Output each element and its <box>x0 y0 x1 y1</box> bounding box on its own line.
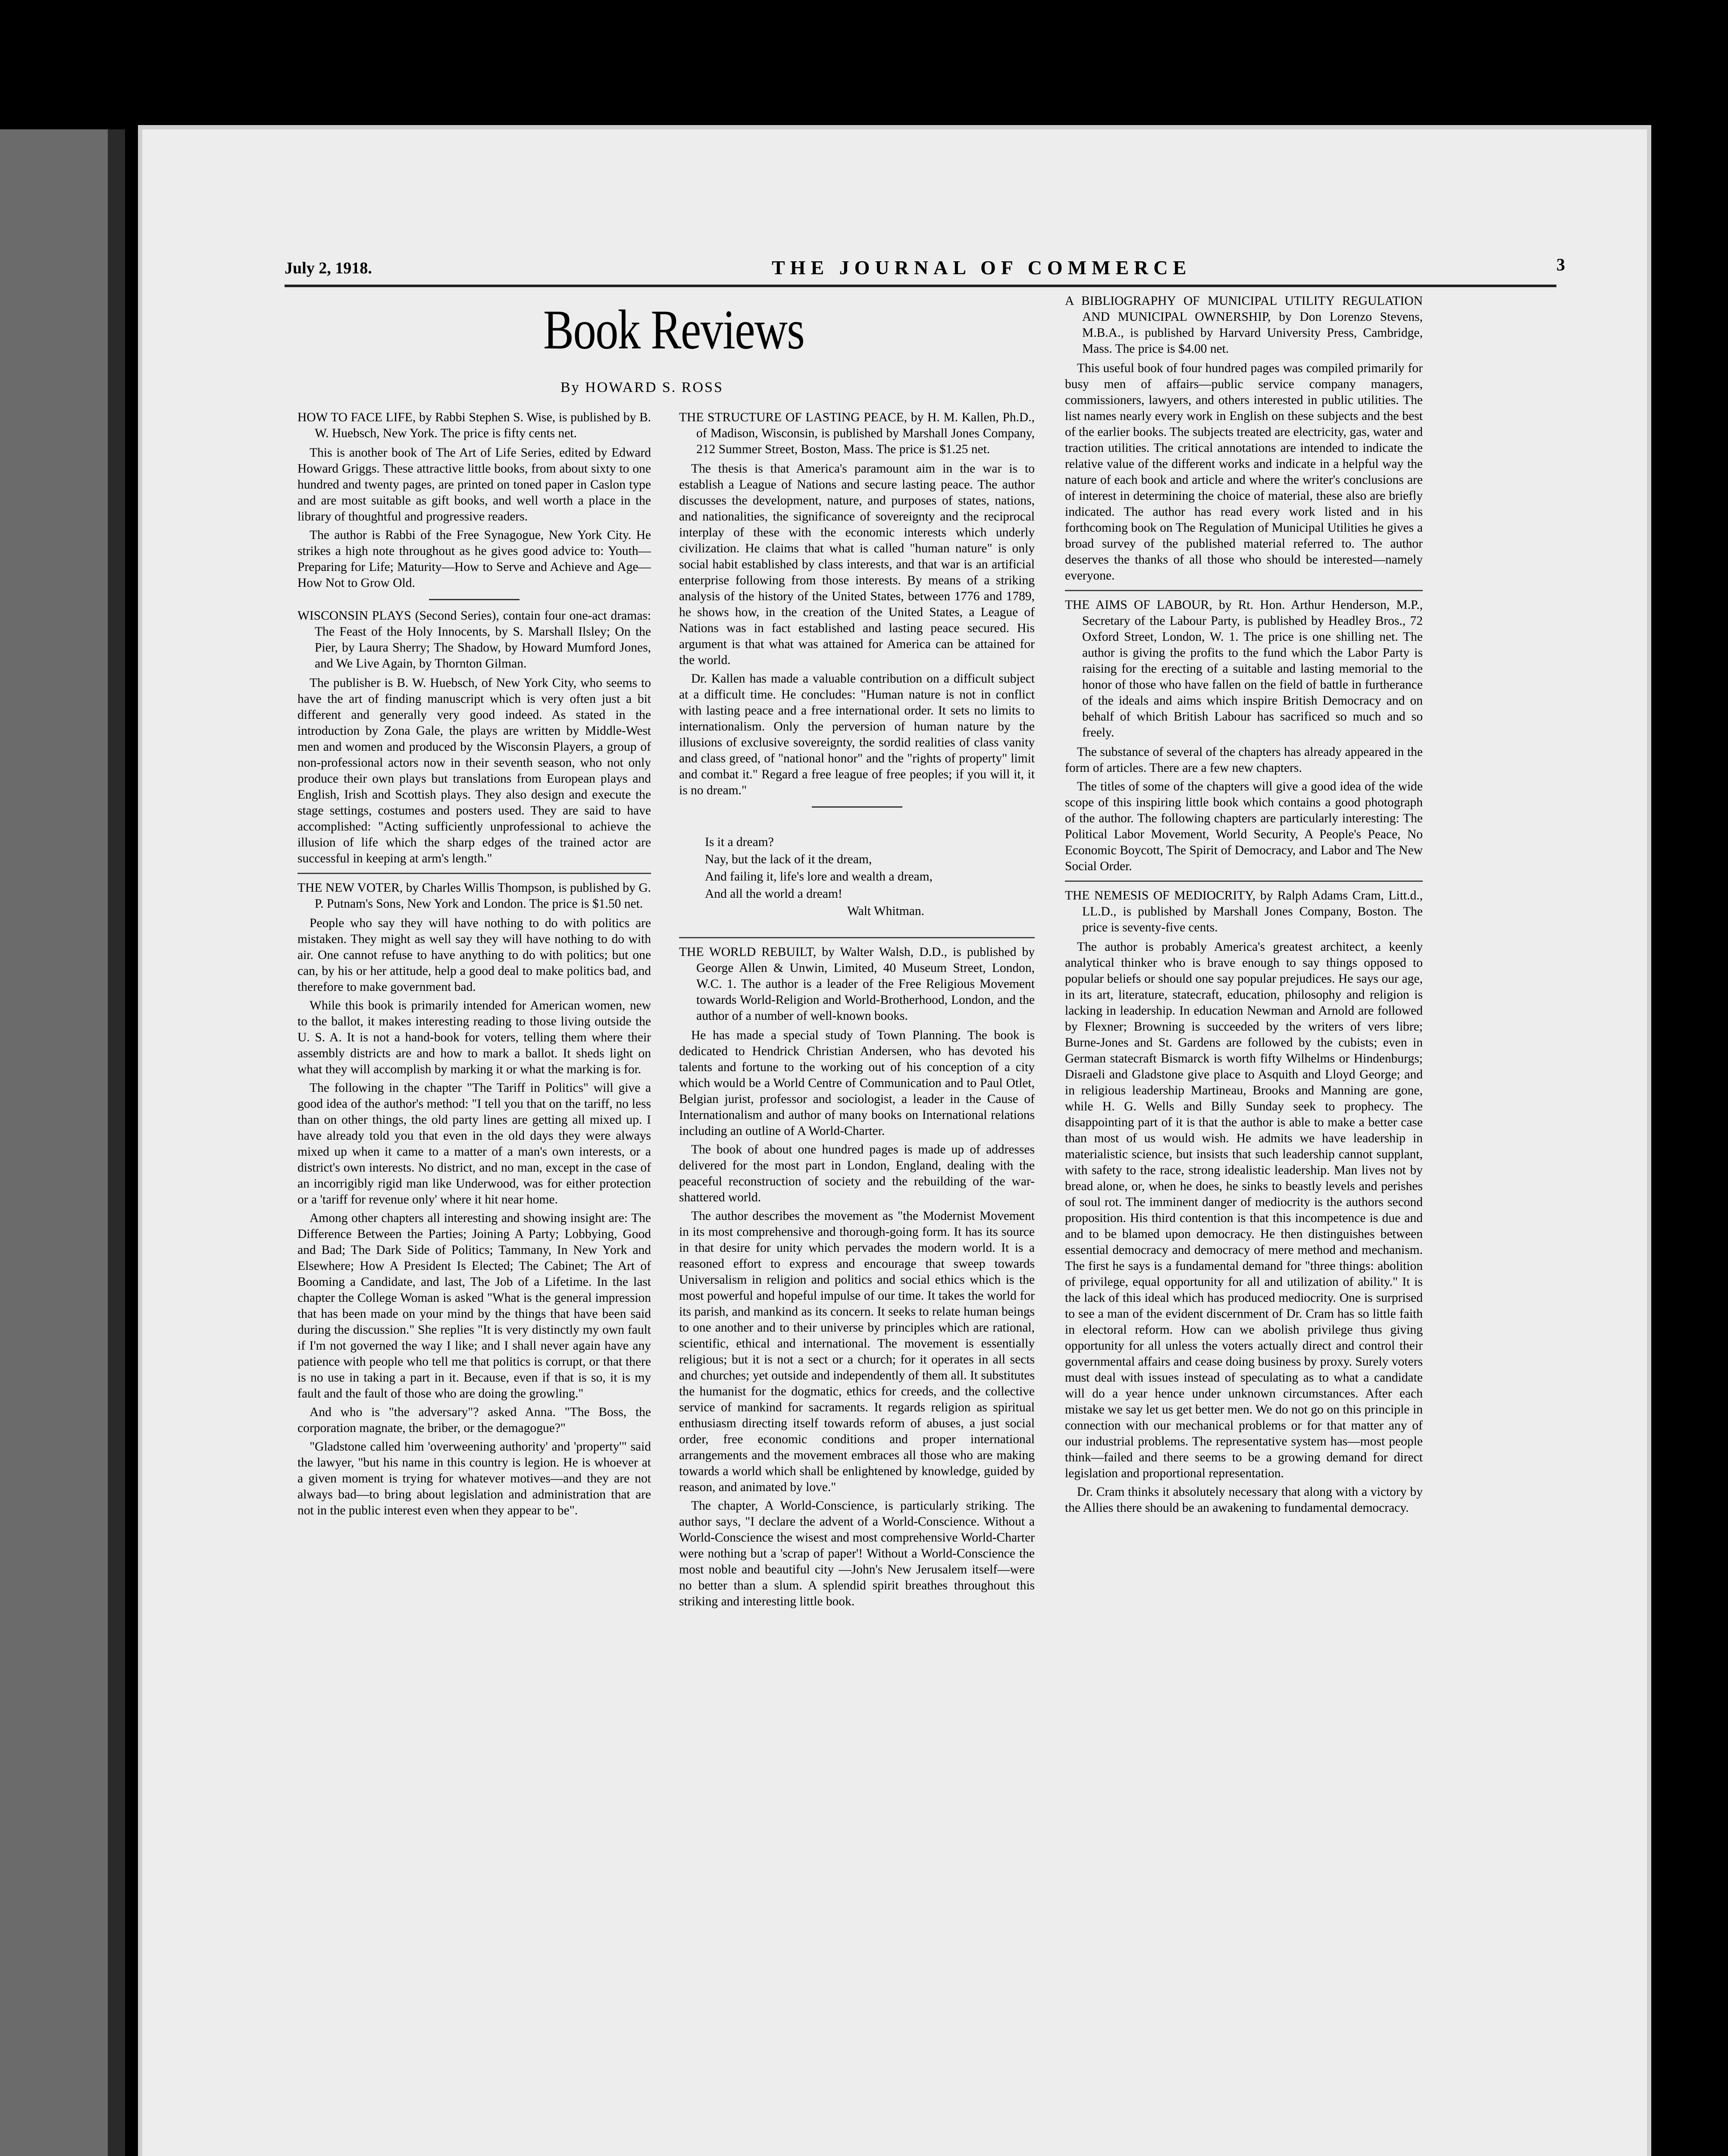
review-paragraph: Dr. Cram thinks it absolutely necessary that along with a victory by the Allies there should be an awakening to fundamental democracy. <box>1065 1485 1423 1515</box>
review-paragraph: And who is "the adversary"? asked Anna. "The Boss, the corporation magnate, the briber, or the demagogue?" <box>297 1405 651 1435</box>
review-paragraph: Among other chapters all interesting and showing insight are: The Difference Between the Parties; Joining A Party; Lobbying, Good and Bad; The Dark Side of Politics; Tammany, In New York and Elsewhere; How A President Is Elected; The Cabinet; The Art of Booming a Candidate, and last, The Job of a Lifetime. In the last chapter the College Woman is asked "What is the general impression that has been made on your mind by the things that have been said during the discussion." She replies "It is very distinctly my own fault if I'm not governed the way I like; and I shall never again have any patience with people who tell me that politics is corrupt, or that there is no use in taking a part in it. Because, even if that is so, it is my fault and the fault of those who are doing the growling." <box>297 1211 651 1401</box>
column-3 <box>1065 293 1423 1519</box>
newspaper-title: THE JOURNAL OF COMMERCE <box>772 257 1192 279</box>
review-paragraph: He has made a special study of Town Planning. The book is dedicated to Hendrick Christian Andersen, who has devoted his talents and fortune to the working out of his conception of a city which would be a World Centre of Communication and to Paul Otlet, Belgian jurist, professor and sociologist, a leader in the Cause of Internationalism and author of many books on International relations including an outline of A World-Charter. <box>679 1028 1035 1138</box>
divider <box>1065 590 1423 591</box>
poem-line: Is it a dream? <box>705 835 774 849</box>
review-paragraph: This is another book of The Art of Life Series, edited by Edward Howard Griggs. These attractive little books, from about sixty to one hundred and twenty pages, are printed on toned paper in Caslon type and are most suitable as gift books, and well worth a place in the library of thoughtful and progressive readers. <box>297 446 651 523</box>
review-paragraph: The substance of several of the chapters has already appeared in the form of articles. There are a few new chapters. <box>1065 745 1423 775</box>
review-paragraph: The following in the chapter "The Tariff in Politics" will give a good idea of the author's method: "I tell you that on the tariff, no less than on other things, the old party lines are getting all mixed up. I have already told you that even in the old days they were always mixed up when it came to a matter of a man's own interests, or a district's own interests. No district, and no man, except in the case of an incorrigibly rigid man like Underwood, was for either protection or a 'tariff for revenue only' where it hit near home. <box>297 1081 651 1206</box>
poem-line: And all the world a dream! <box>705 887 842 901</box>
divider <box>1065 881 1423 882</box>
review-paragraph: The author describes the movement as "the Modernist Movement in its most comprehensive and thorough-going form. It has its source in that desire for unity which pervades the modern world. It is a reasoned effort to express and encourage that sweep towards Universalism in religion and politics and social ethics which is the most powerful and hopeful impulse of our time. It takes the world for its parish, and mankind as its concern. It seeks to relate human beings to one another and to their universe by principles which are rational, scientific, ethical and international. The movement is essentially religious; but it is not a sect or a church; for it operates in all sects and churches; yet outside and independently of them all. It substitutes the humanist for the dogmatic, ethics for creeds, and the collective service of mankind for sacraments. It regards religion as spiritual enthusiasm directing itself towards reform of abuses, a just social order, free economic conditions and proper international arrangements and the movement embraces all those who are making towards a world which shall be enlightened by knowledge, guided by reason, and animated by love." <box>679 1209 1035 1494</box>
review-paragraph: This useful book of four hundred pages was compiled primarily for busy men of affairs—public service company managers, commissioners, lawyers, and others interested in public utilities. The list names nearly every work in English on these subjects and the best of the earlier books. The subjects treated are electricity, gas, water and traction utilities. The critical annotations are intended to indicate the relative value of the different works and indicate in a helpful way the nature of each book and article and where the writer's conclusions are of interest in determining the choice of material, these also are briefly indicated. The author has read every work listed and in his forthcoming book on The Regulation of Municipal Utilities he gives a broad survey of the published material referred to. The author deserves the thanks of all those who should be interested—namely everyone. <box>1065 361 1423 583</box>
byline: By HOWARD S. ROSS <box>560 379 723 395</box>
review-heading: THE STRUCTURE OF LASTING PEACE, by H. M. Kallen, Ph.D., of Madison, Wisconsin, is published by Marshall Jones Company, 212 Summer Street, Boston, Mass. The price is $1.25 net. <box>679 411 1035 456</box>
review-paragraph: Dr. Kallen has made a valuable contribution on a difficult subject at a difficult time. He concludes: "Human nature is not in conflict with lasting peace and a free international order. It sets no limits to internationalism. Only the perversion of human nature by the illusions of exclusive sovereignty, the sordid realities of class vanity and class greed, of "national honor" and the "rights of property" limit and combat it." Regard a free league of free peoples; if you will it, it is no dream." <box>679 672 1035 797</box>
section-title: Book Reviews <box>543 299 805 361</box>
poem-line: Nay, but the lack of it the dream, <box>705 852 872 866</box>
poem <box>705 834 1035 920</box>
review-paragraph: The chapter, A World-Conscience, is particularly striking. The author says, "I declare the advent of a World-Conscience. Without a World-Conscience the wisest and most comprehensive World-Charter were nothing but a 'scrap of paper'! Without a World-Conscience the most noble and beautiful city —John's New Jerusalem itself—were no better than a slum. A splendid spirit breathes throughout this striking and interesting little book. <box>679 1499 1035 1608</box>
review-heading: THE AIMS OF LABOUR, by Rt. Hon. Arthur Henderson, M.P., Secretary of the Labour Party, is published by Headley Bros., 72 Oxford Street, London, W. 1. The price is one shilling net. The author is giving the profits to the fund which the Labor Party is raising for the erecting of a suitable and lasting memorial to the honor of those who have fallen on the field of battle in furtherance of the ideals and aims which inspire British Democracy and on behalf of which British Labour has sacrificed so much and so freely. <box>1065 598 1423 740</box>
review-paragraph: The author is probably America's greatest architect, a keenly analytical thinker who is brave enough to say things opposed to popular beliefs or should one say popular prejudices. He says our age, in its art, literature, statecraft, education, philosophy and religion is lacking in leadership. In education Newman and Arnold are followed by Flexner; Browning is succeeded by the writers of vers libre; Burne-Jones and St. Gardens are followed by the cubists; even in German statecraft Bismarck is worth fifty Wilhelms or Hindenburgs; Disraeli and Gladstone give place to Asquith and Lloyd George; and in religious leadership Martineau, Brooks and Manning are gone, while H. G. Wells and Billy Sunday seek to prophecy. The disappointing part of it is that the author is able to make a better case than most of us would wish. He admits we have leadership in materialistic science, but insists that such leadership cannot supplant, with safety to the race, strong idealistic leadership. Man lives not by bread alone, or, when he does, he sinks to beastly levels and perishes of soul rot. The imminent danger of mediocrity is the authors second proposition. His third contention is that this incompetence is due and and to be blamed upon democracy. He then distinguishes between essential democracy and democracy of mere method and mechanism. The first he says is a fundamental demand for "three things: abolition of privilege, equal opportunity for all and utilization of ability." It is the lack of this ideal which has produced mediocrity. One is surprised to see a man of the evident discernment of Dr. Cram has so little faith in electoral reform. How can we abolish privilege thus giving opportunity for all unless the voters actually direct and control their governmental affairs and cease doing business by proxy. Surely voters must deal with issues instead of speculating as to what a candidate will do a year hence under unknown circumstances. After each mistake we say let us get better men. We do not go on this principle in connection with our mechanical problems or for that matter any of our industrial problems. The representative system has—most people think—failed and there seems to be a growing demand for direct legislation and proportional representation. <box>1065 940 1423 1480</box>
review-heading: THE NEMESIS OF MEDIOCRITY, by Ralph Adams Cram, Litt.d., LL.D., is published by Marshall Jones Company, Boston. The price is seventy-five cents. <box>1065 889 1423 934</box>
page-number: 3 <box>1556 255 1565 274</box>
divider <box>679 937 1035 938</box>
review-heading: A BIBLIOGRAPHY OF MUNICIPAL UTILITY REGULATION AND MUNICIPAL OWNERSHIP, by Don Lorenzo Stevens, M.B.A., is published by Harvard University Press, Cambridge, Mass. The price is $4.00 net. <box>1065 294 1423 356</box>
issue-date: July 2, 1918. <box>285 259 372 277</box>
column-2 <box>679 410 1035 1612</box>
masthead <box>285 255 1565 287</box>
review-paragraph: The book of about one hundred pages is made up of addresses delivered for the most part in London, England, dealing with the peaceful reconstruction of society and the rebuilding of the war-shattered world. <box>679 1143 1035 1204</box>
review-paragraph: The thesis is that America's paramount aim in the war is to establish a League of Nations and secure lasting peace. The author discusses the development, nature, and purposes of states, nations, and nationalities, the significance of sovereignty and the reciprocal interplay of these with the economic interests which underly civilization. He claims that what is called "human nature" is only social habit established by class interests, and that war is an artificial enterprise following from those interests. By means of a striking analysis of the history of the United States, between 1776 and 1789, he shows how, in the creation of the United States, a League of Nations was in fact established and lasting peace secured. His argument is that what was attained for America can be attained for the world. <box>679 462 1035 667</box>
divider <box>297 873 651 874</box>
poem-line: And failing it, life's lore and wealth a dream, <box>705 870 933 884</box>
review-paragraph: The author is Rabbi of the Free Synagogue, New York City. He strikes a high note throughout as he gives good advice to: Youth—Preparing for Life; Maturity—How to Serve and Achieve and Age—How Not to Grow Old. <box>297 528 651 590</box>
review-heading: THE NEW VOTER, by Charles Willis Thompson, is published by G. P. Putnam's Sons, New York and London. The price is $1.50 net. <box>297 881 651 911</box>
review-heading: THE WORLD REBUILT, by Walter Walsh, D.D., is published by George Allen & Unwin, Limited, 40 Museum Street, London, W.C. 1. The author is a leader of the Free Religious Movement towards World-Religion and World-Brotherhood, London, and the author of a number of well-known books. <box>679 945 1035 1023</box>
previous-page-edge <box>0 129 125 2156</box>
review-paragraph: People who say they will have nothing to do with politics are mistaken. They might as well say they will have nothing to do with air. One cannot refuse to have anything to do with politics; but one can, by his or her attitude, help a good deal to make politics bad, and therefore to make government bad. <box>297 916 651 994</box>
poem-attribution: Walt Whitman. <box>847 904 924 918</box>
divider <box>812 806 902 808</box>
divider <box>429 599 520 600</box>
review-heading: HOW TO FACE LIFE, by Rabbi Stephen S. Wise, is published by B. W. Huebsch, New York. The price is fifty cents net. <box>297 411 651 440</box>
review-paragraph: While this book is primarily intended for American women, new to the ballot, it makes interesting reading to those living outside the U. S. A. It is not a hand-book for voters, telling them where their assembly districts are and how to mark a ballot. It sheds light on what they will accomplish by marking it or what the marking is for. <box>297 999 651 1076</box>
column-1 <box>297 410 651 1521</box>
review-paragraph: The publisher is B. W. Huebsch, of New York City, who seems to have the art of finding manuscript which is very often just a bit different and generally very good indeed. As stated in the introduction by Zona Gale, the plays are written by Middle-West men and women and produced by the Wisconsin Players, a group of non-professional actors now in their seventh season, who not only produce their own plays but translations from European plays and English, Irish and Scottish plays. They also design and execute the stage settings, costumes and posters used. They are said to have accomplished: "Acting sufficiently unprofessional to achieve the illusion of life which the sharp edges of the trained actor are successful in keeping at arm's length." <box>297 676 651 865</box>
review-paragraph: "Gladstone called him 'overweening authority' and 'property'" said the lawyer, "but his name in this country is legion. He is whoever at a given moment is trying for whatever motives—and they are not always bad—to bring about legislation and administration that are not in the public interest even when they appear to be". <box>297 1440 651 1517</box>
review-heading: WISCONSIN PLAYS (Second Series), contain four one-act dramas: The Feast of the Holy Innocents, by S. Marshall Ilsley; On the Pier, by Laura Sherry; The Shadow, by Howard Mumford Jones, and We Live Again, by Thornton Gilman. <box>297 609 651 671</box>
review-paragraph: The titles of some of the chapters will give a good idea of the wide scope of this inspiring little book which contains a good photograph of the author. The following chapters are particularly interesting: The Political Labor Movement, World Security, A People's Peace, No Economic Boycott, The Spirit of Democracy, and Labor and The New Social Order. <box>1065 780 1423 873</box>
